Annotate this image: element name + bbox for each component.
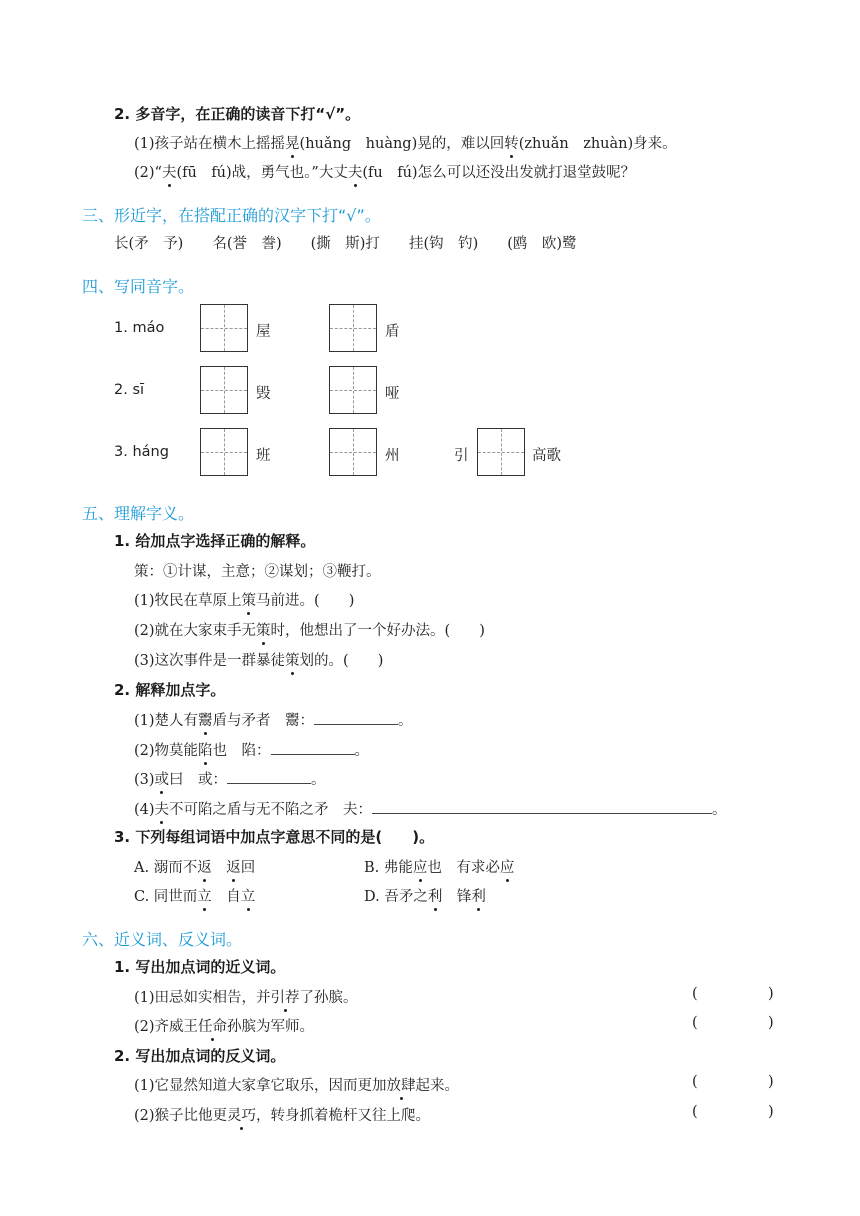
homophone-char: 州 [385, 448, 400, 464]
emphasis-word: 放肆 [387, 1074, 416, 1095]
definition-line: 策：①计谋，主意；②谋划；③鞭打。 [134, 564, 381, 580]
explain-item-3: (3)或曰 或： 。 [134, 767, 326, 789]
homophone-char: 哑 [385, 386, 400, 402]
homophone-char: 引 [454, 448, 469, 464]
answer-paren-close: ) [768, 986, 774, 1002]
choice-option-c[interactable]: C. 同世而立 自立 [134, 885, 255, 906]
meaning-item-3: (3)这次事件是一群暴徒策划的。( ) [134, 649, 383, 670]
emphasis-char: 转 [504, 132, 519, 153]
emphasis-char: 夫 [155, 798, 170, 819]
writing-grid-box[interactable] [200, 304, 248, 352]
answer-paren-close: ) [768, 1104, 774, 1120]
answer-paren-close: ) [768, 1015, 774, 1031]
emphasis-char: 策 [256, 619, 271, 640]
answer-blank[interactable] [271, 738, 355, 755]
antonym-item-2: (2)猴子比他更灵巧，转身抓着桅杆又往上爬。 [134, 1104, 430, 1125]
emphasis-char: 利 [428, 885, 443, 906]
emphasis-word: 任命 [198, 1015, 227, 1036]
emphasis-char: 返 [197, 856, 212, 877]
section-3-title: 三、形近字，在搭配正确的汉字下打“√”。 [82, 206, 381, 225]
answer-paren-open: ( [692, 1015, 698, 1031]
emphasis-char: 或 [155, 768, 170, 789]
homophone-char: 毁 [256, 386, 271, 402]
choice-option-b[interactable]: B. 弗能应也 有求必应 [364, 856, 514, 877]
emphasis-char: 返 [226, 856, 241, 877]
emphasis-word: 引荐 [271, 986, 300, 1007]
answer-paren-close: ) [768, 1074, 774, 1090]
answer-paren-open: ( [692, 986, 698, 1002]
writing-grid-box[interactable] [329, 304, 377, 352]
section-4-title: 四、写同音字。 [82, 277, 195, 296]
emphasis-char: 应 [500, 856, 515, 877]
emphasis-char: 夫 [348, 161, 363, 182]
question-explain-title: 2. 解释加点字。 [114, 681, 226, 699]
similar-chars-line: 长(矛 予) 名(誉 誊) (撕 斯)打 挂(钩 钓) (鸥 欧)鹭 [114, 236, 577, 252]
answer-paren-open: ( [692, 1104, 698, 1120]
emphasis-char: 鬻 [198, 709, 213, 730]
emphasis-char: 应 [413, 856, 428, 877]
section-5-title: 五、理解字义。 [82, 504, 195, 523]
homophone-char: 盾 [385, 324, 400, 340]
emphasis-char: 夫 [162, 161, 177, 182]
homophone-label-1: 1. máo [114, 320, 165, 336]
question-choice-title: 3. 下列每组词语中加点字意思不同的是( )。 [114, 828, 435, 846]
emphasis-char: 立 [197, 885, 212, 906]
emphasis-char: 立 [241, 885, 256, 906]
writing-grid-box[interactable] [200, 366, 248, 414]
meaning-item-1: (1)牧民在草原上策马前进。( ) [134, 589, 354, 610]
answer-blank[interactable] [314, 708, 398, 725]
emphasis-char: 晃 [285, 132, 300, 153]
homophone-char: 屋 [256, 324, 271, 340]
polyphonic-item-1: (1)孩子站在横木上摇摇晃(huǎng huàng)晃的，难以回转(zhuǎn zhuàn)身来。 [134, 132, 677, 153]
emphasis-char: 陷 [198, 739, 213, 760]
homophone-char: 高歌 [532, 448, 561, 464]
explain-item-4: (4)夫不可陷之盾与无不陷之矛 夫： 。 [134, 797, 727, 819]
synonym-item-1: (1)田忌如实相告，并引荐了孙膑。 [134, 986, 358, 1007]
explain-item-1: (1)楚人有鬻盾与矛者 鬻： 。 [134, 708, 413, 730]
writing-grid-box[interactable] [329, 366, 377, 414]
choice-option-d[interactable]: D. 吾矛之利 锋利 [364, 885, 486, 906]
question-antonym-title: 2. 写出加点词的反义词。 [114, 1047, 286, 1065]
question-polyphonic-title: 2. 多音字，在正确的读音下打“√”。 [114, 105, 361, 123]
choice-option-a[interactable]: A. 溺而不返 返回 [134, 856, 255, 877]
polyphonic-item-2: (2)“夫(fū fú)战，勇气也。”大丈夫(fu fú)怎么可以还没出发就打退堂鼓呢？ [134, 161, 635, 182]
emphasis-char: 策 [242, 589, 257, 610]
section-6-title: 六、近义词、反义词。 [82, 930, 243, 949]
synonym-item-2: (2)齐威王任命孙膑为军师。 [134, 1015, 314, 1036]
homophone-label-2: 2. sī [114, 382, 145, 398]
question-meaning-title: 1. 给加点字选择正确的解释。 [114, 532, 316, 550]
writing-grid-box[interactable] [477, 428, 525, 476]
homophone-char: 班 [256, 448, 271, 464]
emphasis-word: 灵巧 [227, 1104, 256, 1125]
emphasis-char: 利 [471, 885, 486, 906]
antonym-item-1: (1)它显然知道大家拿它取乐，因而更加放肆起来。 [134, 1074, 459, 1095]
answer-blank[interactable] [372, 797, 712, 814]
writing-grid-box[interactable] [200, 428, 248, 476]
answer-paren-open: ( [692, 1074, 698, 1090]
homophone-label-3: 3. háng [114, 444, 169, 460]
explain-item-2: (2)物莫能陷也 陷： 。 [134, 738, 369, 760]
emphasis-char: 策 [285, 649, 300, 670]
question-synonym-title: 1. 写出加点词的近义词。 [114, 958, 286, 976]
writing-grid-box[interactable] [329, 428, 377, 476]
answer-blank[interactable] [227, 767, 311, 784]
meaning-item-2: (2)就在大家束手无策时，他想出了一个好办法。( ) [134, 619, 485, 640]
